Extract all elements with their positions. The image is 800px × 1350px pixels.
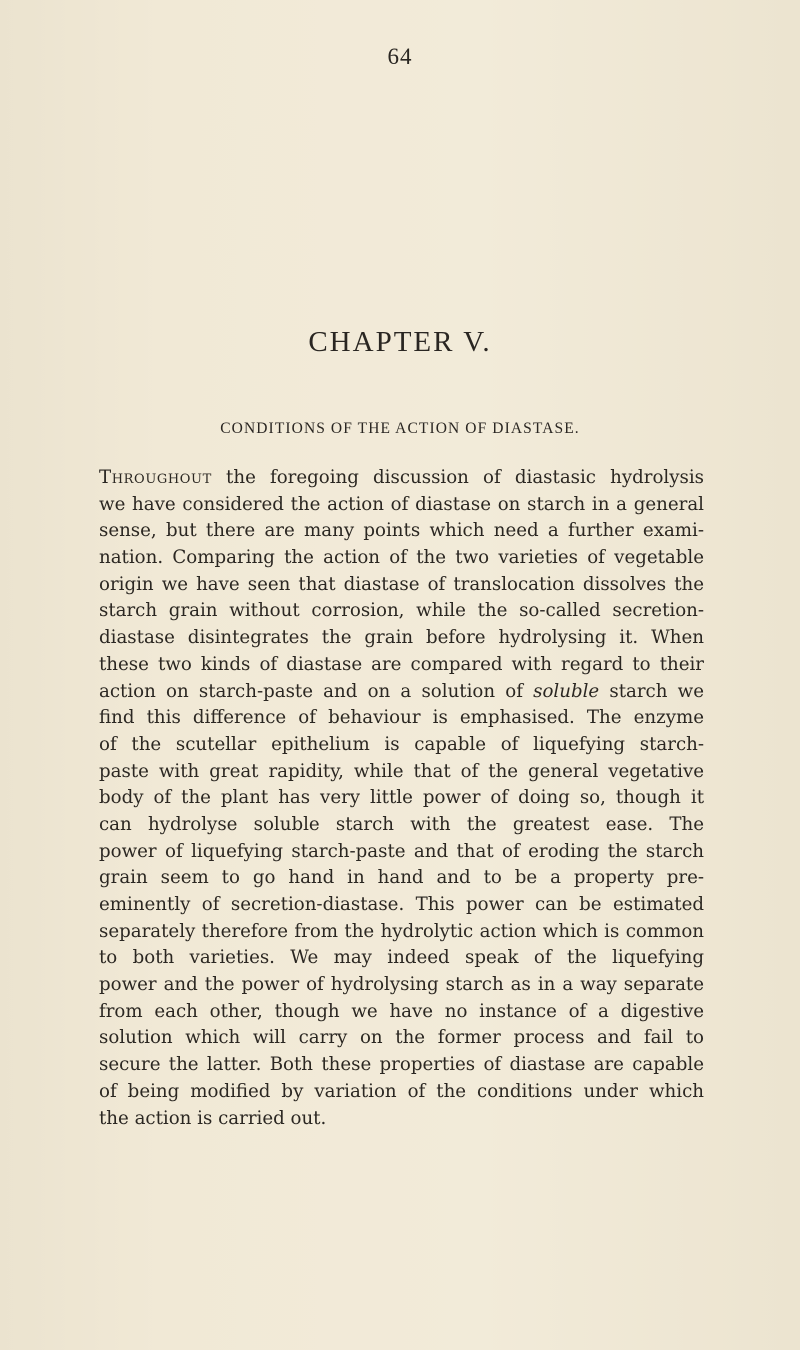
line-text: starch we <box>599 680 704 702</box>
paragraph-line: solution which will carry on the former process and fail to <box>99 1027 704 1049</box>
paragraph-line <box>99 465 704 492</box>
paragraph-line: diastase disintegrates the grain before hydrolysing it. When <box>99 627 704 649</box>
line-text: action on starch-paste and on a solution of <box>99 680 534 702</box>
chapter-subtitle: CONDITIONS OF THE ACTION OF DIASTASE. <box>220 420 580 437</box>
paragraph-line: sense, but there are many points which need a further exami- <box>99 520 704 542</box>
paragraph-line: power and the power of hydrolysing starch as in a way separate <box>99 974 704 996</box>
paragraph-line: of being modified by variation of the conditions under which <box>99 1080 704 1102</box>
paragraph-line: grain seem to go hand in hand and to be a property pre- <box>99 867 704 889</box>
paragraph-line: separately therefore from the hydrolytic action which is common <box>99 920 704 942</box>
paragraph-line: origin we have seen that diastase of translocation dissolves the <box>99 573 704 595</box>
paragraph-line: can hydrolyse soluble starch with the greatest ease. The <box>99 813 704 835</box>
paragraph-line: to both varieties. We may indeed speak of the liquefying <box>99 947 704 969</box>
paragraph-line: these two kinds of diastase are compared with regard to their <box>99 653 704 675</box>
line-text: the foregoing discussion of diastasic hydrolysis <box>211 467 704 488</box>
chapter-title: CHAPTER V. <box>308 326 492 358</box>
paragraph-line: the action is carried out. <box>99 1107 327 1129</box>
chapter-paragraph <box>99 465 704 1132</box>
lead-in-word: Throughout <box>99 467 212 488</box>
paragraph-line: starch grain without corrosion, while the so-called secretion- <box>99 600 704 622</box>
paragraph-line: from each other, though we have no instance of a digestive <box>99 1000 704 1022</box>
paragraph-line: body of the plant has very little power of doing so, though it <box>99 787 704 809</box>
paragraph-line: we have considered the action of diastase on starch in a general <box>99 493 704 515</box>
italic-word: soluble <box>533 680 600 702</box>
paragraph-line: of the scutellar epithelium is capable of liquefying starch- <box>99 733 704 755</box>
paragraph-line: find this difference of behaviour is emphasised. The enzyme <box>99 707 704 729</box>
paragraph-line: paste with great rapidity, while that of the general vegetative <box>99 760 704 782</box>
paragraph-line <box>99 679 704 706</box>
paragraph-line: secure the latter. Both these properties of diastase are capable <box>99 1054 704 1076</box>
paragraph-line: nation. Comparing the action of the two varieties of vegetable <box>99 547 704 569</box>
paragraph-line: power of liquefying starch-paste and that of eroding the starch <box>99 840 704 862</box>
page-number: 64 <box>387 44 413 69</box>
paragraph-line: eminently of secretion-diastase. This power can be estimated <box>99 894 704 915</box>
